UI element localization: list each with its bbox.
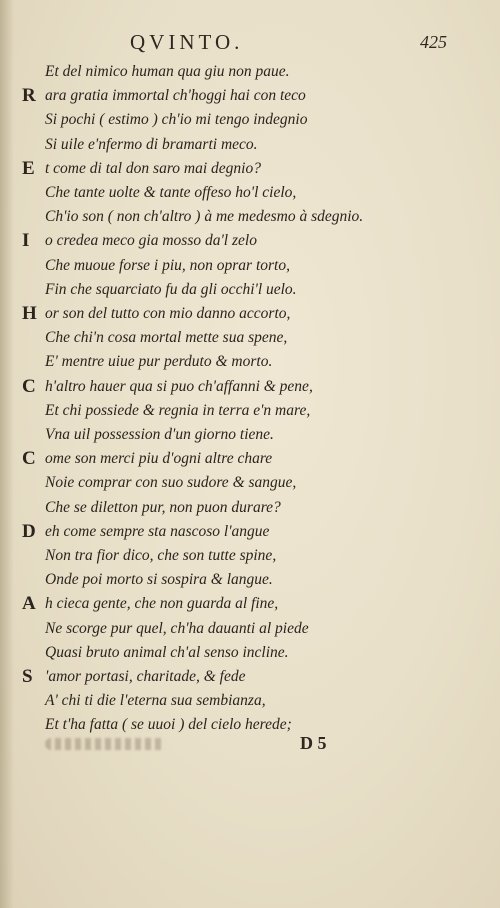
verse-line: Vna uil possession d'un giorno tiene. [45, 426, 274, 443]
verse-line: Et chi possiede & regnia in terra e'n mare, [45, 401, 311, 419]
verse-line: E' mentre uiue pur perduto & morto. [45, 353, 273, 371]
verse-line: Che tante uolte & tante offeso ho'l cielo, [45, 184, 297, 201]
verse-line: Ch'io son ( non ch'altro ) à me medesmo à sdegnio. [45, 208, 364, 226]
verse-line: Fin che squarciato fu da gli occhi'l uelo. [45, 280, 297, 298]
stanza-initial: R [22, 85, 36, 107]
verse-line: Onde poi morto si sospira & langue. [45, 571, 273, 589]
stanza-initial: I [22, 230, 30, 252]
stanza-initial: H [22, 303, 37, 324]
verse-line: Ne scorge pur quel, ch'ha dauanti al piede [45, 619, 309, 637]
stanza-initial: C [22, 375, 36, 397]
ink-smudge [45, 738, 165, 750]
verse-line: Et del nimico human qua giu non paue. [45, 63, 290, 80]
verse-line: 'amor portasi, charitade, & fede [45, 668, 246, 685]
verse-line: Si pochi ( estimo ) ch'io mi tengo indegnio [45, 111, 308, 129]
verse-line: Che muoue forse i piu, non oprar torto, [45, 256, 290, 274]
verse-line: Non tra fior dico, che son tutte spine, [45, 547, 277, 564]
stanza-initial: E [22, 157, 35, 179]
running-head: QVINTO. [130, 30, 244, 54]
verse-line: eh come sempre sta nascoso l'angue [45, 522, 270, 540]
signature-mark: D 5 [300, 733, 327, 753]
verse-line: Quasi bruto animal ch'al senso incline. [45, 643, 289, 661]
stanza-initial: S [22, 666, 33, 687]
verse-line: Si uile e'nfermo di bramarti meco. [45, 135, 258, 153]
verse-line: Che se diletton pur, non puon durare? [45, 498, 281, 516]
stanza-initial: A [22, 593, 36, 615]
page-number: 425 [420, 32, 447, 52]
verse-line: A' chi ti die l'eterna sua sembianza, [45, 692, 266, 710]
stanza-initial: D [22, 520, 36, 542]
verse-line: Che chi'n cosa mortal mette sua spene, [45, 329, 288, 347]
binding-shadow [0, 0, 14, 908]
verse-line: ara gratia immortal ch'hoggi hai con teco [45, 87, 306, 105]
verse-line: o credea meco gia mosso da'l zelo [45, 232, 257, 250]
verse-line: ome son merci piu d'ogni altre chare [45, 450, 273, 468]
verse-line: Noie comprar con suo sudore & sangue, [45, 474, 297, 492]
verse-line: Et t'ha fatta ( se uuoi ) del cielo herede; [45, 716, 292, 734]
stanza-initial: C [22, 448, 36, 470]
verse-line: h cieca gente, che non guarda al fine, [45, 595, 279, 613]
verse-line: h'altro hauer qua si puo ch'affanni & pene, [45, 377, 313, 395]
verse-line: t come di tal don saro mai degnio? [45, 159, 261, 177]
verse-line: or son del tutto con mio danno accorto, [45, 305, 291, 322]
